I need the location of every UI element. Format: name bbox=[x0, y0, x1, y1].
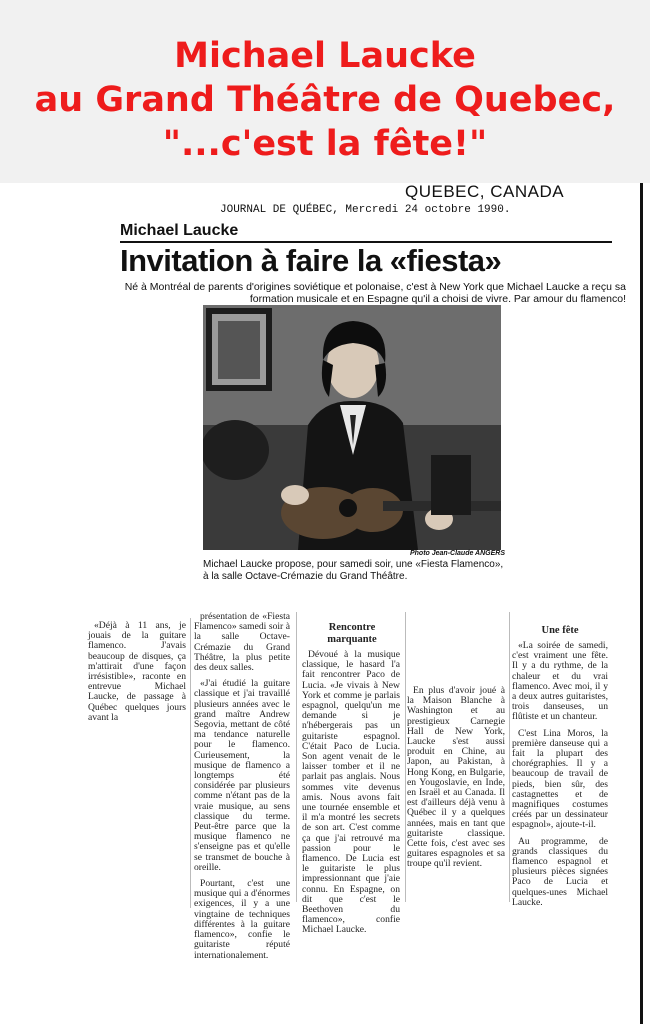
title-banner bbox=[0, 0, 650, 183]
headline: Invitation à faire la «fiesta» bbox=[120, 243, 502, 278]
column-divider bbox=[190, 618, 191, 908]
dateline: JOURNAL DE QUÉBEC, Mercredi 24 octobre 1990. bbox=[220, 204, 511, 216]
guitarist-photo bbox=[203, 305, 501, 550]
paragraph: C'est Lina Moros, la première danseuse qui a fait la plupart des chorégraphies. Il y a beaucoup de travail de pieds, bien sûr, des castagnettes et de magnifiques costumes créés par un dessinateur espagnol», ajoute-t-il. bbox=[512, 727, 608, 831]
subhead-une-fete: Une fête bbox=[541, 625, 579, 636]
banner-title-line-1: Michael Laucke bbox=[174, 36, 476, 76]
column-divider bbox=[509, 612, 510, 902]
column-divider bbox=[405, 612, 406, 902]
article-column-4 bbox=[407, 686, 505, 876]
article-column-5 bbox=[512, 641, 608, 914]
banner-title-line-3: "...c'est la fête!" bbox=[162, 124, 488, 164]
paragraph: En plus d'avoir joué à la Maison Blanche à Washington et au prestigieux Carnegie Hall de New York, Laucke s'est aussi produit en Chine, au Japon, au Pakistan, à Hong Kong, en Bulgarie, en Yougoslavie, en Inde, en Israël et au Canada. Il est d'ailleurs déjà venu à Québec il y a quelques années, mais en tant que guitariste classique. Cette fois, c'est avec ses guitares espagnoles et sa troupe qu'il revient. bbox=[407, 685, 505, 870]
article-column-1 bbox=[88, 621, 186, 729]
scan-edge-line bbox=[640, 183, 643, 1024]
subhead-rencontre: Rencontre marquante bbox=[327, 622, 377, 645]
paragraph: «Déjà à 11 ans, je jouais de la guitare flamenco. J'avais beaucoup de disques, ça m'attirait d'une façon irrésistible», raconte en entrevue Michael Laucke, de passage à Québec quelques jours avant la bbox=[88, 620, 186, 723]
photo-caption: Michael Laucke propose, pour samedi soir, une «Fiesta Flamenco», à la salle Octave-Crémazie du Grand Théâtre. bbox=[203, 559, 504, 582]
kicker: Michael Laucke bbox=[120, 222, 239, 239]
location-label: QUEBEC, CANADA bbox=[405, 182, 565, 201]
paragraph: Pourtant, c'est une musique qui a d'énormes exigences, il y a une vingtaine de techniques différentes à la guitare flamenco», confie le guitariste réputé internationalement. bbox=[194, 878, 290, 961]
guitarist-illustration bbox=[203, 305, 501, 550]
deck-intro: Né à Montréal de parents d'origines soviétique et polonaise, c'est à New York que Michael Laucke a reçu sa formation musicale et en Espagne qu'il a choisi de vivre. Par amour du flamenco! bbox=[124, 281, 626, 305]
photo-credit: Photo Jean-Claude ANGERS bbox=[409, 550, 505, 557]
paragraph: Dévoué à la musique classique, le hasard l'a fait rencontrer Paco de Lucia. «Je vivais à New York et comme je parlais espagnol, quelqu'un me demande si je n'hébergerais pas un guitariste espagnol. C'était Paco de Lucia. Son agent venait de le laisser tomber et il ne parlait pas anglais. Nous sommes vite devenus amis. Nous avons fait une tournée ensemble et il m'a montré les secrets de son art. C'est comme ça que j'ai retrouvé ma passion pour le flamenco. De Lucia est le guitariste le plus impressionnant que j'aie connu. En Espagne, on dit que c'est le Beethoven du flamenco», confie Michael Laucke. bbox=[302, 649, 400, 936]
banner-title-line-2: au Grand Théâtre de Quebec, bbox=[34, 80, 616, 120]
paragraph: Au programme, de grands classiques du flamenco espagnol et plusieurs pièces signées Paco de Lucia et quelques-unes Michael Laucke. bbox=[512, 835, 608, 908]
paragraph: «J'ai étudié la guitare classique et j'ai travaillé plusieurs années avec le grand maître Andrew Segovia, mettant de côté ma tendance naturelle pour le flamenco. Curieusement, la musique de flamenco a longtemps été considérée par plusieurs comme n'étant pas de la vraie musique, au sens classique du terme. Peut-être parce que la musique flamenco ne s'enseigne pas et qu'elle se transmet de bouche à oreille. bbox=[194, 678, 290, 873]
article-column-2 bbox=[194, 612, 290, 967]
paragraph: «La soirée de samedi, c'est vraiment une fête. Il y a du rythme, de la chaleur et du vrai flamenco. Avec moi, il y a deux autres guitaristes, trois danseuses, un flûtiste et un chanteur. bbox=[512, 640, 608, 723]
article-column-3 bbox=[302, 650, 400, 942]
paragraph: présentation de «Fiesta Flamenco» samedi soir à la salle Octave-Crémazie du Grand Théâtre, la plus petite des deux salles. bbox=[194, 611, 290, 674]
column-divider bbox=[296, 612, 297, 902]
